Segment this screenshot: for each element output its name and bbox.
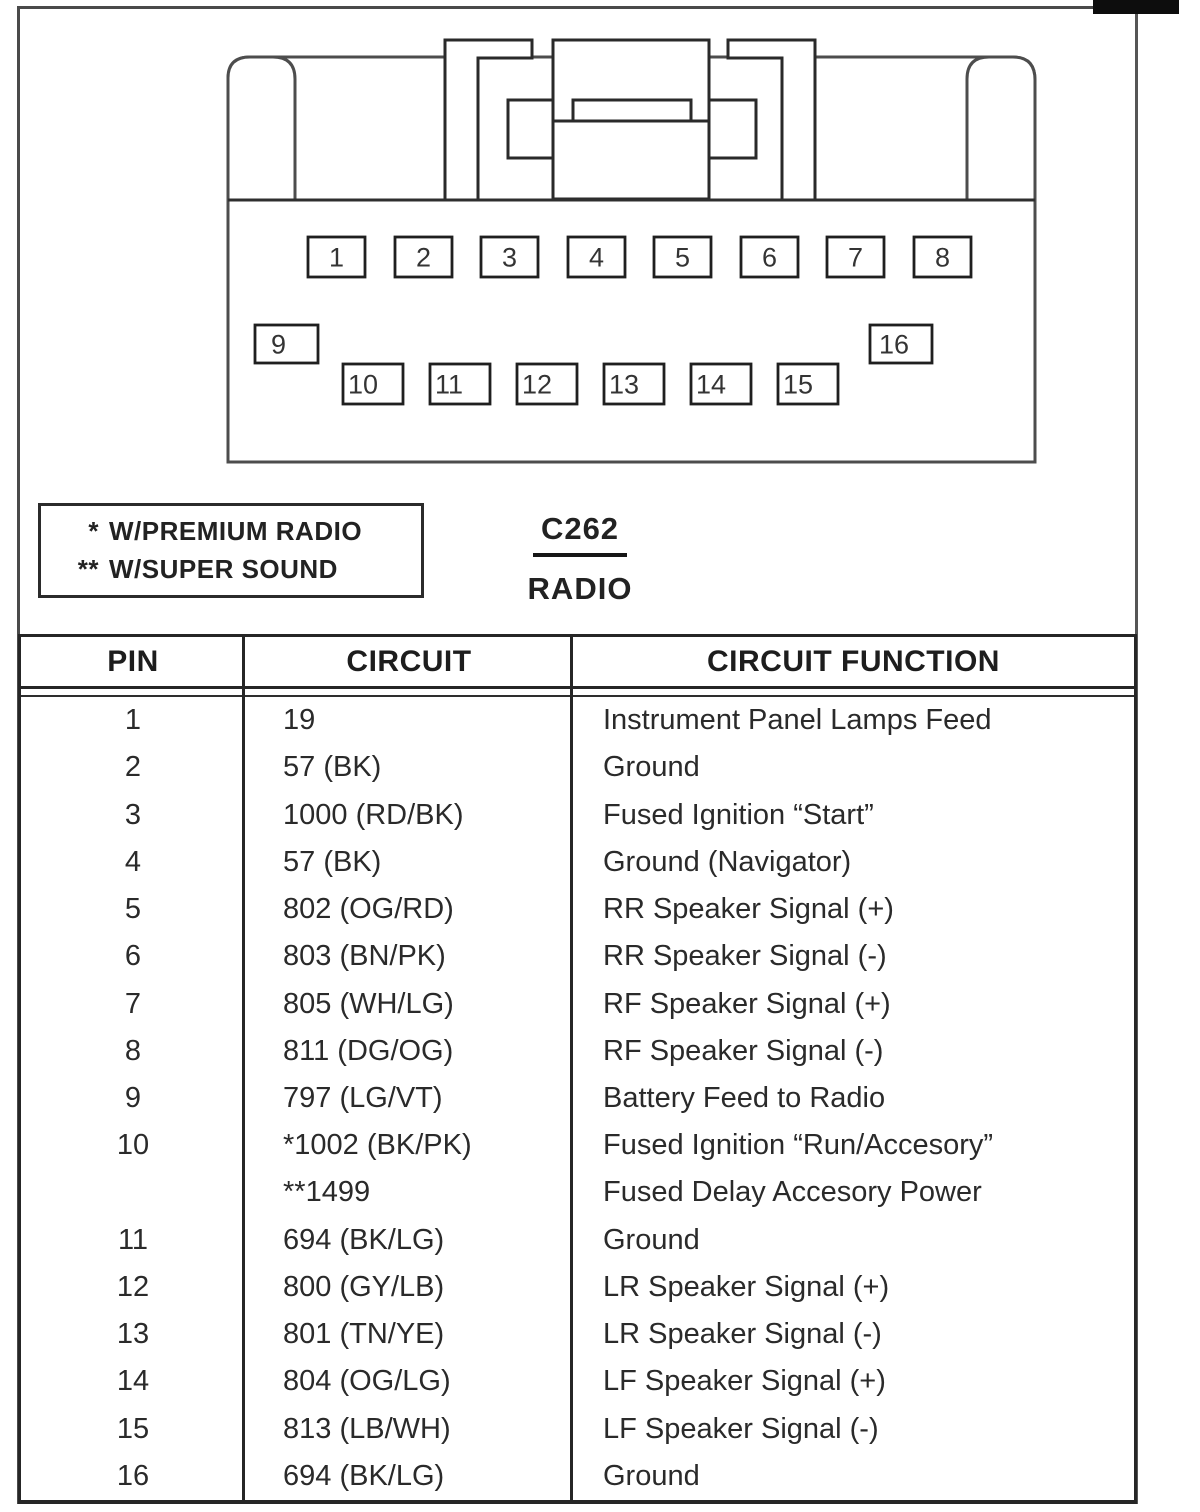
table-row <box>21 839 1134 886</box>
table-row <box>21 1406 1134 1453</box>
connector-lock-right-pocket <box>709 100 756 158</box>
table-row <box>21 886 1134 933</box>
legend-box <box>38 503 424 598</box>
title-block <box>468 511 692 607</box>
connector-pin-label: 11 <box>435 369 464 400</box>
circuit-cell: 804 (OG/LG) <box>283 1365 451 1398</box>
pin-cell: 1 <box>124 704 142 737</box>
function-cell: LR Speaker Signal (+) <box>603 1270 890 1303</box>
pin-cell: 10 <box>116 1129 150 1162</box>
function-cell: RR Speaker Signal (-) <box>603 940 887 973</box>
page-border-top <box>17 6 1094 9</box>
function-cell: Fused Delay Accesory Power <box>603 1176 982 1209</box>
function-cell: LF Speaker Signal (+) <box>603 1365 886 1398</box>
pin-cell: 5 <box>124 893 142 926</box>
table-row <box>21 1217 1134 1264</box>
connector-lock-left-pocket <box>508 100 553 158</box>
legend-item-marker: ** <box>77 554 99 584</box>
circuit-cell: 19 <box>283 704 316 737</box>
pin-cell: 12 <box>116 1270 150 1303</box>
function-cell: RF Speaker Signal (+) <box>603 987 891 1020</box>
pin-table-header <box>21 637 1134 689</box>
pin-cell: 7 <box>124 987 142 1020</box>
pin-cell: 8 <box>124 1034 142 1067</box>
pin-table-divider-1 <box>242 637 245 1500</box>
circuit-cell: 802 (OG/RD) <box>283 893 454 926</box>
function-cell: RF Speaker Signal (-) <box>603 1034 884 1067</box>
table-row <box>21 1264 1134 1311</box>
connector-pin-label: 1 <box>328 242 345 273</box>
pin-cell: 15 <box>116 1412 150 1445</box>
function-cell: Ground (Navigator) <box>603 845 852 878</box>
connector-pin-label: 8 <box>934 242 951 273</box>
connector-name: RADIO <box>527 571 633 606</box>
table-row <box>21 1028 1134 1075</box>
connector-right-post <box>967 57 1035 200</box>
connector-id: C262 <box>533 511 627 557</box>
legend-item-label: W/PREMIUM RADIO <box>109 516 363 546</box>
circuit-cell: *1002 (BK/PK) <box>283 1129 472 1162</box>
function-cell: Battery Feed to Radio <box>603 1081 886 1114</box>
circuit-cell: 800 (GY/LB) <box>283 1270 445 1303</box>
circuit-cell: 57 (BK) <box>283 751 382 784</box>
table-row <box>21 697 1134 744</box>
connector-pin-label: 12 <box>522 369 553 400</box>
circuit-cell: 694 (BK/LG) <box>283 1223 445 1256</box>
function-cell: LR Speaker Signal (-) <box>603 1318 882 1351</box>
circuit-cell: 694 (BK/LG) <box>283 1459 445 1492</box>
column-header-circuit-function: CIRCUIT FUNCTION <box>707 644 1000 678</box>
connector-pin-box <box>255 325 318 363</box>
circuit-cell: 1000 (RD/BK) <box>283 798 464 831</box>
pin-cell: 6 <box>124 940 142 973</box>
pin-table-divider-2 <box>570 637 573 1500</box>
circuit-cell: 801 (TN/YE) <box>283 1318 445 1351</box>
function-cell: LF Speaker Signal (-) <box>603 1412 879 1445</box>
circuit-cell: 57 (BK) <box>283 845 382 878</box>
connector-diagram <box>190 18 1070 480</box>
table-row <box>21 1311 1134 1358</box>
connector-pin-label: 14 <box>696 369 727 400</box>
circuit-cell: 797 (LG/VT) <box>283 1081 443 1114</box>
pin-table-header-rule <box>21 689 1134 697</box>
table-row <box>21 1358 1134 1405</box>
function-cell: Instrument Panel Lamps Feed <box>603 704 992 737</box>
function-cell: Ground <box>603 1459 700 1492</box>
connector-pin-label: 6 <box>761 242 778 273</box>
connector-pin-label: 10 <box>348 369 379 400</box>
pin-table <box>18 634 1137 1504</box>
circuit-cell: 805 (WH/LG) <box>283 987 454 1020</box>
connector-pin-label: 16 <box>879 329 910 360</box>
connector-pin-label: 3 <box>501 242 518 273</box>
pin-cell: 11 <box>117 1223 149 1256</box>
circuit-cell: 811 (DG/OG) <box>283 1034 454 1067</box>
circuit-cell: **1499 <box>283 1176 371 1209</box>
connector-pin-label: 5 <box>674 242 691 273</box>
pin-cell: 13 <box>116 1318 150 1351</box>
circuit-cell: 803 (BN/PK) <box>283 940 446 973</box>
connector-pin-label: 13 <box>609 369 640 400</box>
connector-pin-label: 4 <box>588 242 605 273</box>
connector-pin-label: 9 <box>271 329 287 360</box>
pin-cell: 16 <box>116 1459 150 1492</box>
pin-cell: 14 <box>116 1365 150 1398</box>
function-cell: Ground <box>603 751 700 784</box>
function-cell: RR Speaker Signal (+) <box>603 893 894 926</box>
function-cell: Fused Ignition “Start” <box>603 798 874 831</box>
function-cell: Ground <box>603 1223 700 1256</box>
table-row <box>21 1169 1134 1216</box>
connector-pin-label: 2 <box>415 242 432 273</box>
pin-cell: 2 <box>124 751 142 784</box>
pin-cell: 3 <box>124 798 142 831</box>
table-row <box>21 791 1134 838</box>
table-row <box>21 744 1134 791</box>
table-row <box>21 933 1134 980</box>
legend-item-marker: * <box>88 516 99 546</box>
connector-pin-label: 7 <box>847 242 864 273</box>
table-row <box>21 1122 1134 1169</box>
legend-item <box>41 516 421 547</box>
connector-lock-inner <box>573 100 691 121</box>
table-row <box>21 1075 1134 1122</box>
connector-left-post <box>228 57 295 200</box>
function-cell: Fused Ignition “Run/Accesory” <box>603 1129 994 1162</box>
legend-item <box>41 554 421 585</box>
circuit-cell: 813 (LB/WH) <box>283 1412 451 1445</box>
column-header-circuit: CIRCUIT <box>346 644 472 678</box>
legend-item-label: W/SUPER SOUND <box>109 554 338 584</box>
table-row <box>21 1453 1134 1500</box>
pin-cell: 4 <box>124 845 142 878</box>
connector-pin-label: 15 <box>783 369 814 400</box>
pin-cell: 9 <box>124 1081 142 1114</box>
scan-black-mark <box>1093 0 1179 14</box>
column-header-pin: PIN <box>107 644 159 678</box>
pin-table-body <box>21 697 1134 1500</box>
table-row <box>21 980 1134 1027</box>
